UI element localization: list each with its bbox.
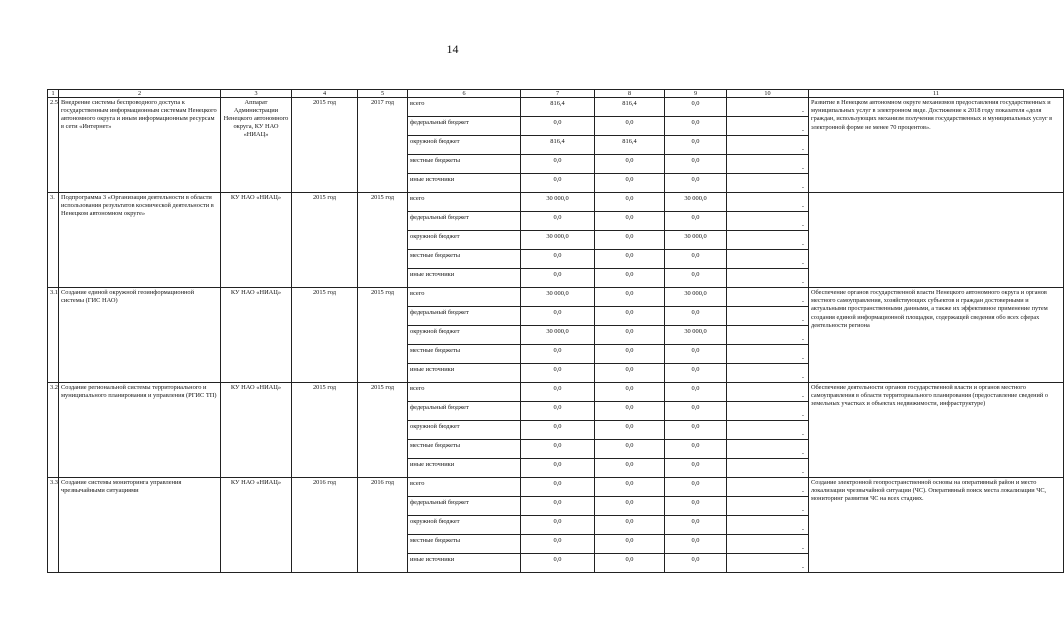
header-cell: 5 [358,90,408,98]
amount-cell: 0,0 [595,250,665,269]
dash-cell: - [727,364,809,383]
row-expected-result: Обеспечение органов государственной власти Ненецкого автономного округа и органов местного самоуправления, хозяйствующих субъектов и граждан достоверными и актуальными пространственными данными, а также их эффективное применение путем создания единой информационной площадки, содержащей сведения обо всех сферах деятельности региона [809,288,1064,383]
dash-cell: - [727,516,809,535]
amount-cell: 0,0 [665,383,727,402]
funding-source: местные бюджеты [408,440,521,459]
amount-cell: 0,0 [595,554,665,573]
header-cell: 9 [665,90,727,98]
dash-cell: - [727,402,809,421]
amount-cell: 0,0 [595,440,665,459]
amount-cell: 0,0 [521,516,595,535]
funding-source: всего [408,478,521,497]
amount-cell: 30 000,0 [521,193,595,212]
amount-cell: 0,0 [521,402,595,421]
amount-cell: 0,0 [665,421,727,440]
amount-cell: 0,0 [595,155,665,174]
funding-source: федеральный бюджет [408,117,521,136]
amount-cell: 30 000,0 [521,326,595,345]
header-cell: 1 [48,90,59,98]
funding-source: всего [408,193,521,212]
row-start-year: 2015 год [292,383,358,478]
amount-cell: 0,0 [521,383,595,402]
dash-cell: - [727,288,809,307]
amount-cell: 0,0 [595,402,665,421]
row-start-year: 2015 год [292,98,358,193]
amount-cell: 816,4 [521,98,595,117]
row-start-year: 2015 год [292,193,358,288]
funding-source: иные источники [408,554,521,573]
dash-cell: - [727,231,809,250]
funding-source: федеральный бюджет [408,402,521,421]
row-expected-result: Развитие в Ненецком автономном округе механизмов предоставления государственных и муниципальных услуг в электронном виде. Достижение к 2018 году показателя «доля граждан, использующих механизм получения государственных и муниципальных услуг в электронной форме не менее 70 процентов». [809,98,1064,193]
funding-source: всего [408,288,521,307]
row-number: 3.1 [48,288,59,383]
amount-cell: 0,0 [595,497,665,516]
header-cell: 2 [59,90,221,98]
funding-source: местные бюджеты [408,250,521,269]
header-cell: 6 [408,90,521,98]
row-end-year: 2016 год [358,478,408,573]
amount-cell: 0,0 [665,155,727,174]
amount-cell: 0,0 [595,269,665,288]
amount-cell: 30 000,0 [665,231,727,250]
amount-cell: 0,0 [521,421,595,440]
amount-cell: 816,4 [595,136,665,155]
amount-cell: 0,0 [595,459,665,478]
amount-cell: 0,0 [521,117,595,136]
amount-cell: 0,0 [595,307,665,326]
row-number: 3. [48,193,59,288]
amount-cell: 0,0 [595,535,665,554]
amount-cell: 0,0 [595,326,665,345]
funding-source: местные бюджеты [408,155,521,174]
amount-cell: 0,0 [595,478,665,497]
row-name: Создание единой окружной геоинформационной системы (ГИС НАО) [59,288,221,383]
row-end-year: 2015 год [358,193,408,288]
amount-cell: 30 000,0 [521,288,595,307]
amount-cell: 0,0 [665,212,727,231]
funding-source: иные источники [408,364,521,383]
funding-source: окружной бюджет [408,231,521,250]
dash-cell: - [727,535,809,554]
amount-cell: 30 000,0 [665,326,727,345]
header-cell: 8 [595,90,665,98]
header-cell: 4 [292,90,358,98]
table-row [48,478,1064,497]
amount-cell: 30 000,0 [665,288,727,307]
row-name: Создание системы мониторинга управления чрезвычайными ситуациями [59,478,221,573]
dash-cell: - [727,269,809,288]
header-cell: 3 [221,90,292,98]
row-number: 3.2 [48,383,59,478]
funding-source: всего [408,383,521,402]
funding-source: иные источники [408,174,521,193]
dash-cell: - [727,497,809,516]
row-name: Создание региональной системы территориального и муниципального планирования и управления (РГИС ТП) [59,383,221,478]
dash-cell: - [727,212,809,231]
amount-cell: 0,0 [595,345,665,364]
row-number: 3.3 [48,478,59,573]
amount-cell: 0,0 [521,307,595,326]
row-executor: КУ НАО «НИАЦ» [221,383,292,478]
amount-cell: 0,0 [665,174,727,193]
amount-cell: 0,0 [521,459,595,478]
dash-cell: - [727,155,809,174]
row-expected-result: Создание электронной геопространственной основы на оперативный район и место локализации чрезвычайной ситуации (ЧС). Оперативный поиск места локализации ЧС, мониторинг развития ЧС на всех стадиях. [809,478,1064,573]
header-row [48,90,1064,98]
amount-cell: 0,0 [595,117,665,136]
dash-cell: - [727,421,809,440]
amount-cell: 0,0 [665,516,727,535]
dash-cell: - [727,174,809,193]
amount-cell: 0,0 [595,516,665,535]
program-table [47,89,1064,573]
funding-source: местные бюджеты [408,535,521,554]
page-number: 14 [446,42,459,56]
amount-cell: 0,0 [595,212,665,231]
row-executor: Аппарат Администрации Ненецкого автономного округа, КУ НАО «НИАЦ» [221,98,292,193]
dash-cell: - [727,440,809,459]
row-number: 2.5 [48,98,59,193]
funding-source: окружной бюджет [408,326,521,345]
dash-cell: - [727,554,809,573]
dash-cell: - [727,98,809,117]
amount-cell: 0,0 [595,174,665,193]
amount-cell: 0,0 [665,440,727,459]
amount-cell: 0,0 [665,478,727,497]
header-cell: 10 [727,90,809,98]
amount-cell: 0,0 [665,136,727,155]
amount-cell: 0,0 [595,288,665,307]
table-row [48,193,1064,212]
dash-cell: - [727,345,809,364]
amount-cell: 816,4 [595,98,665,117]
funding-source: федеральный бюджет [408,497,521,516]
row-name: Внедрение системы беспроводного доступа к государственным информационным системам Ненецкого автономного округа и иным информационным ресурсам в сети «Интернет» [59,98,221,193]
amount-cell: 0,0 [595,193,665,212]
header-cell: 7 [521,90,595,98]
dash-cell: - [727,193,809,212]
row-end-year: 2017 год [358,98,408,193]
amount-cell: 0,0 [521,440,595,459]
funding-source: иные источники [408,269,521,288]
amount-cell: 0,0 [665,345,727,364]
amount-cell: 30 000,0 [521,231,595,250]
amount-cell: 0,0 [521,535,595,554]
dash-cell: - [727,117,809,136]
amount-cell: 0,0 [665,117,727,136]
row-name: Подпрограмма 3 «Организация деятельности в области использования результатов космической деятельности в Ненецком автономном округе» [59,193,221,288]
row-executor: КУ НАО «НИАЦ» [221,193,292,288]
amount-cell: 0,0 [521,269,595,288]
table-row [48,98,1064,117]
funding-source: всего [408,98,521,117]
dash-cell: - [727,307,809,326]
amount-cell: 0,0 [521,174,595,193]
amount-cell: 0,0 [665,535,727,554]
funding-source: иные источники [408,459,521,478]
amount-cell: 0,0 [521,212,595,231]
amount-cell: 0,0 [521,554,595,573]
amount-cell: 0,0 [665,98,727,117]
amount-cell: 0,0 [665,307,727,326]
amount-cell: 0,0 [665,250,727,269]
row-expected-result: Обеспечение деятельности органов государственной власти и органов местного самоуправления в области территориального планирования (предоставление сведений о земельных участках и объектах недвижимости, инфраструктуре) [809,383,1064,478]
funding-source: окружной бюджет [408,516,521,535]
dash-cell: - [727,478,809,497]
funding-source: федеральный бюджет [408,212,521,231]
amount-cell: 0,0 [521,155,595,174]
table-row [48,383,1064,402]
amount-cell: 0,0 [665,554,727,573]
header-cell: 11 [809,90,1064,98]
funding-source: окружной бюджет [408,421,521,440]
funding-source: окружной бюджет [408,136,521,155]
amount-cell: 0,0 [665,364,727,383]
row-start-year: 2015 год [292,288,358,383]
row-executor: КУ НАО «НИАЦ» [221,288,292,383]
row-expected-result [809,193,1064,288]
funding-source: местные бюджеты [408,345,521,364]
amount-cell: 30 000,0 [665,193,727,212]
amount-cell: 0,0 [521,478,595,497]
amount-cell: 0,0 [595,421,665,440]
amount-cell: 0,0 [595,231,665,250]
amount-cell: 0,0 [521,250,595,269]
row-end-year: 2015 год [358,288,408,383]
amount-cell: 0,0 [665,497,727,516]
amount-cell: 816,4 [521,136,595,155]
table-row [48,288,1064,307]
amount-cell: 0,0 [595,383,665,402]
dash-cell: - [727,326,809,345]
amount-cell: 0,0 [521,345,595,364]
dash-cell: - [727,136,809,155]
amount-cell: 0,0 [521,364,595,383]
dash-cell: - [727,250,809,269]
amount-cell: 0,0 [665,402,727,421]
row-start-year: 2016 год [292,478,358,573]
amount-cell: 0,0 [521,497,595,516]
dash-cell: - [727,459,809,478]
amount-cell: 0,0 [665,459,727,478]
amount-cell: 0,0 [665,269,727,288]
row-executor: КУ НАО «НИАЦ» [221,478,292,573]
row-end-year: 2015 год [358,383,408,478]
funding-source: федеральный бюджет [408,307,521,326]
amount-cell: 0,0 [595,364,665,383]
dash-cell: - [727,383,809,402]
